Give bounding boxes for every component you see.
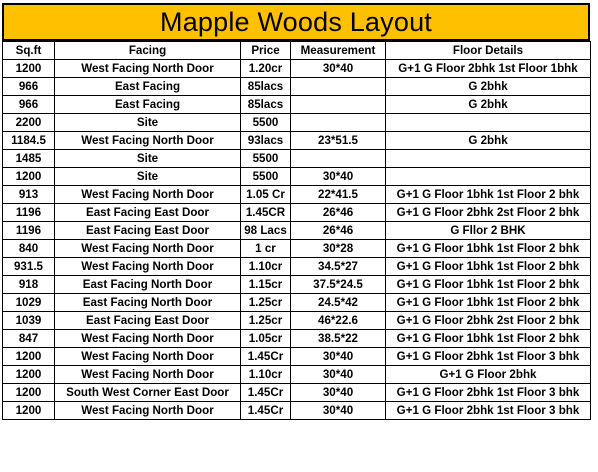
measurement-cell	[291, 150, 386, 168]
table-row	[3, 366, 591, 384]
price-cell: 5500	[241, 150, 291, 168]
sqft-cell: 840	[3, 240, 55, 258]
sqft-cell: 1039	[3, 312, 55, 330]
table-row	[3, 150, 591, 168]
measurement-cell	[291, 78, 386, 96]
floor-details-cell: G+1 G Floor 2bhk 1st Floor 3 bhk	[386, 384, 591, 402]
measurement-cell	[291, 96, 386, 114]
measurement-cell: 30*40	[291, 60, 386, 78]
price-cell: 1.45Cr	[241, 402, 291, 420]
measurement-cell: 37.5*24.5	[291, 276, 386, 294]
table-row	[3, 186, 591, 204]
sqft-cell: 1200	[3, 348, 55, 366]
measurement-cell: 30*40	[291, 168, 386, 186]
column-header-sqft: Sq.ft	[3, 42, 55, 60]
sqft-cell: 1485	[3, 150, 55, 168]
table-row	[3, 276, 591, 294]
measurement-cell: 26*46	[291, 222, 386, 240]
table-row	[3, 114, 591, 132]
table-row	[3, 312, 591, 330]
table-row	[3, 222, 591, 240]
measurement-cell: 30*40	[291, 402, 386, 420]
table-row	[3, 294, 591, 312]
floor-details-cell: G+1 G Floor 1bhk 1st Floor 2 bhk	[386, 276, 591, 294]
sqft-cell: 966	[3, 78, 55, 96]
floor-details-cell: G+1 G Floor 1bhk 1st Floor 2 bhk	[386, 330, 591, 348]
measurement-cell	[291, 114, 386, 132]
price-cell: 1.25cr	[241, 312, 291, 330]
price-cell: 98 Lacs	[241, 222, 291, 240]
table-row	[3, 132, 591, 150]
facing-cell: East Facing East Door	[55, 204, 241, 222]
price-cell: 1 cr	[241, 240, 291, 258]
facing-cell: East Facing North Door	[55, 294, 241, 312]
price-cell: 85lacs	[241, 78, 291, 96]
measurement-cell: 23*51.5	[291, 132, 386, 150]
price-cell: 1.15cr	[241, 276, 291, 294]
table-row	[3, 78, 591, 96]
facing-cell: West Facing North Door	[55, 186, 241, 204]
floor-details-cell: G+1 G Floor 1bhk 1st Floor 2 bhk	[386, 258, 591, 276]
table-row	[3, 168, 591, 186]
measurement-cell: 30*40	[291, 348, 386, 366]
sqft-cell: 1029	[3, 294, 55, 312]
facing-cell: Site	[55, 150, 241, 168]
price-cell: 1.45Cr	[241, 384, 291, 402]
layout-table	[2, 41, 591, 420]
facing-cell: East Facing	[55, 78, 241, 96]
sqft-cell: 1200	[3, 366, 55, 384]
measurement-cell: 24.5*42	[291, 294, 386, 312]
sqft-cell: 1200	[3, 402, 55, 420]
table-row	[3, 348, 591, 366]
sqft-cell: 1200	[3, 60, 55, 78]
sqft-cell: 847	[3, 330, 55, 348]
sqft-cell: 1196	[3, 222, 55, 240]
measurement-cell: 30*28	[291, 240, 386, 258]
table-row	[3, 330, 591, 348]
sqft-cell: 931.5	[3, 258, 55, 276]
floor-details-cell: G+1 G Floor 1bhk 1st Floor 2 bhk	[386, 186, 591, 204]
floor-details-cell: G+1 G Floor 2bhk 1st Floor 3 bhk	[386, 402, 591, 420]
table-row	[3, 402, 591, 420]
floor-details-cell	[386, 168, 591, 186]
floor-details-cell: G 2bhk	[386, 78, 591, 96]
facing-cell: West Facing North Door	[55, 258, 241, 276]
floor-details-cell: G 2bhk	[386, 132, 591, 150]
facing-cell: West Facing North Door	[55, 348, 241, 366]
floor-details-cell: G+1 G Floor 1bhk 1st Floor 2 bhk	[386, 294, 591, 312]
price-cell: 1.45CR	[241, 204, 291, 222]
price-cell: 5500	[241, 168, 291, 186]
floor-details-cell: G+1 G Floor 1bhk 1st Floor 2 bhk	[386, 240, 591, 258]
measurement-cell: 38.5*22	[291, 330, 386, 348]
table-row	[3, 60, 591, 78]
measurement-cell: 26*46	[291, 204, 386, 222]
floor-details-cell: G+1 G Floor 2bhk 2st Floor 2 bhk	[386, 312, 591, 330]
price-cell: 1.05 Cr	[241, 186, 291, 204]
facing-cell: Site	[55, 114, 241, 132]
price-cell: 93lacs	[241, 132, 291, 150]
floor-details-cell: G+1 G Floor 2bhk	[386, 366, 591, 384]
sqft-cell: 1200	[3, 384, 55, 402]
price-cell: 1.25cr	[241, 294, 291, 312]
measurement-cell: 22*41.5	[291, 186, 386, 204]
measurement-cell: 46*22.6	[291, 312, 386, 330]
floor-details-cell: G+1 G Floor 2bhk 1st Floor 1bhk	[386, 60, 591, 78]
sqft-cell: 2200	[3, 114, 55, 132]
table-row	[3, 384, 591, 402]
sqft-cell: 913	[3, 186, 55, 204]
facing-cell: East Facing	[55, 96, 241, 114]
facing-cell: East Facing East Door	[55, 312, 241, 330]
sqft-cell: 966	[3, 96, 55, 114]
facing-cell: East Facing East Door	[55, 222, 241, 240]
column-header-facing: Facing	[55, 42, 241, 60]
layout-sheet	[2, 3, 590, 420]
facing-cell: West Facing North Door	[55, 330, 241, 348]
measurement-cell: 30*40	[291, 384, 386, 402]
price-cell: 5500	[241, 114, 291, 132]
table-row	[3, 240, 591, 258]
sqft-cell: 1200	[3, 168, 55, 186]
sqft-cell: 918	[3, 276, 55, 294]
header-row	[3, 42, 591, 60]
facing-cell: South West Corner East Door	[55, 384, 241, 402]
measurement-cell: 30*40	[291, 366, 386, 384]
sheet-title: Mapple Woods Layout	[2, 3, 590, 41]
price-cell: 85lacs	[241, 96, 291, 114]
floor-details-cell: G Fllor 2 BHK	[386, 222, 591, 240]
price-cell: 1.20cr	[241, 60, 291, 78]
facing-cell: West Facing North Door	[55, 240, 241, 258]
price-cell: 1.10cr	[241, 258, 291, 276]
sqft-cell: 1184.5	[3, 132, 55, 150]
floor-details-cell	[386, 114, 591, 132]
table-body	[3, 60, 591, 420]
floor-details-cell	[386, 150, 591, 168]
floor-details-cell: G 2bhk	[386, 96, 591, 114]
table-row	[3, 96, 591, 114]
price-cell: 1.05cr	[241, 330, 291, 348]
price-cell: 1.10cr	[241, 366, 291, 384]
table-row	[3, 204, 591, 222]
facing-cell: West Facing North Door	[55, 132, 241, 150]
measurement-cell: 34.5*27	[291, 258, 386, 276]
column-header-price: Price	[241, 42, 291, 60]
facing-cell: West Facing North Door	[55, 60, 241, 78]
facing-cell: Site	[55, 168, 241, 186]
floor-details-cell: G+1 G Floor 2bhk 1st Floor 3 bhk	[386, 348, 591, 366]
price-cell: 1.45Cr	[241, 348, 291, 366]
floor-details-cell: G+1 G Floor 2bhk 2st Floor 2 bhk	[386, 204, 591, 222]
sqft-cell: 1196	[3, 204, 55, 222]
column-header-measurement: Measurement	[291, 42, 386, 60]
facing-cell: West Facing North Door	[55, 402, 241, 420]
facing-cell: East Facing North Door	[55, 276, 241, 294]
facing-cell: West Facing North Door	[55, 366, 241, 384]
table-row	[3, 258, 591, 276]
column-header-floor-details: Floor Details	[386, 42, 591, 60]
